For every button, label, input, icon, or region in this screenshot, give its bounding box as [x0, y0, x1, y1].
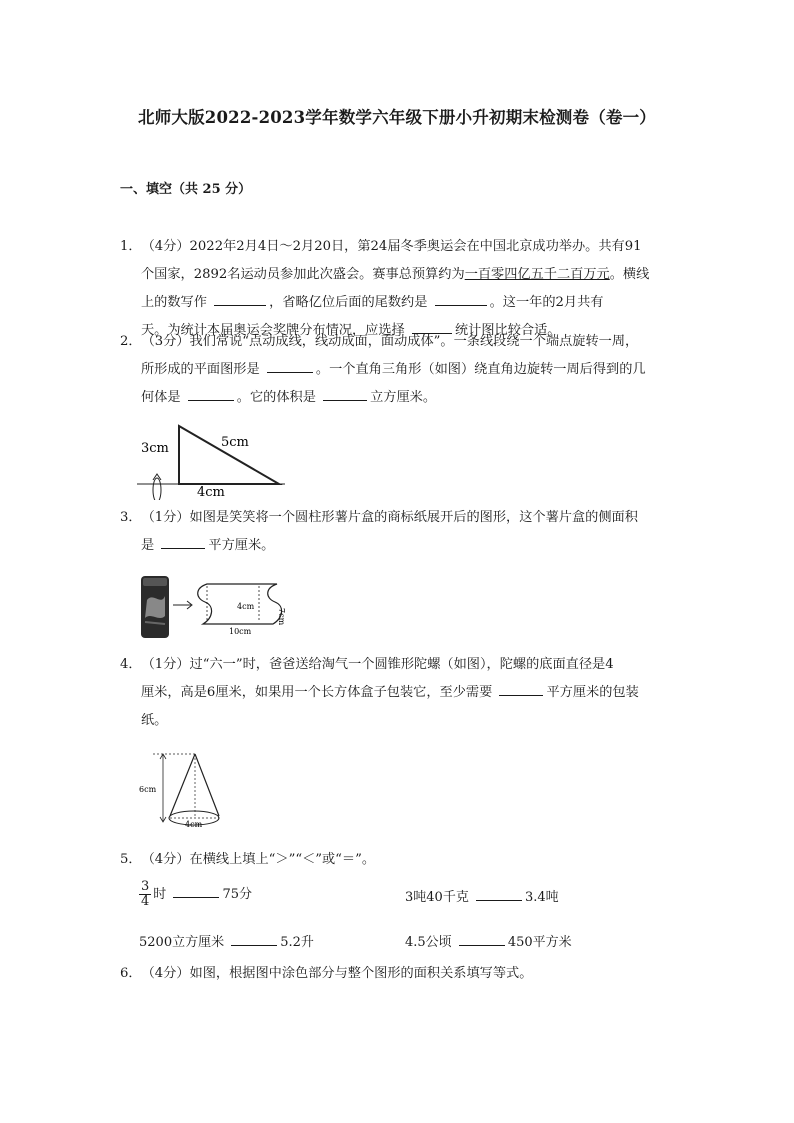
answer-blank[interactable]	[435, 291, 487, 306]
compare-item-c: 5200立方厘米 5.2升	[139, 931, 314, 950]
height-label: 4cm	[237, 602, 255, 611]
answer-blank[interactable]	[214, 291, 266, 306]
question-text: 是	[141, 538, 155, 553]
question-4	[120, 651, 676, 735]
question-score: （1分）	[141, 510, 190, 525]
underlined-text: 一百零四亿五千二百万元	[464, 267, 610, 282]
question-score: （3分）	[141, 334, 190, 349]
answer-blank[interactable]	[323, 386, 367, 401]
answer-blank[interactable]	[161, 534, 205, 549]
answer-blank[interactable]	[231, 931, 277, 946]
question-text: ，省略亿位后面的尾数约是	[269, 295, 428, 310]
answer-blank[interactable]	[188, 386, 234, 401]
cone-side	[195, 754, 219, 816]
answer-blank[interactable]	[499, 681, 543, 696]
question-text: 如图，根据图中涂色部分与整个图形的面积关系填写等式。	[189, 966, 533, 981]
question-text: 平方厘米。	[208, 538, 275, 553]
question-text: 。横线	[609, 267, 650, 282]
question-text: 过“六一”时，爸爸送给淘气一个圆锥形陀螺（如图），陀螺的底面直径是4	[189, 657, 614, 672]
question-text: 上的数写作	[141, 295, 207, 310]
fraction: $\frac{3}{4}$	[141, 879, 150, 909]
diameter-label: 4cm	[185, 820, 203, 829]
question-text: 。一个直角三角形（如图）绕直角边旋转一周后得到的几	[315, 362, 646, 377]
chip-can-figure	[137, 572, 287, 642]
question-text: 。它的体积是	[236, 390, 316, 405]
answer-blank[interactable]	[476, 886, 522, 901]
answer-blank[interactable]	[173, 883, 219, 898]
question-text: 何体是	[141, 390, 181, 405]
question-5	[120, 846, 676, 874]
question-number: 3．	[120, 510, 142, 525]
question-3	[120, 504, 676, 560]
question-text: 在横线上填上“＞”“＜”或“＝”。	[189, 852, 376, 867]
section-heading: 一、填空（共 25 分）	[120, 182, 252, 197]
question-number: 6．	[120, 966, 142, 981]
hypotenuse-label: 5cm	[221, 435, 249, 450]
answer-blank[interactable]	[267, 358, 313, 373]
compare-item-d: 4.5公顷 450平方米	[405, 931, 572, 950]
page-title: 北师大版2022-2023学年数学六年级下册小升初期末检测卷（卷一）	[138, 108, 656, 127]
width-label: 10cm	[229, 627, 252, 636]
cone-figure	[137, 748, 227, 836]
compare-item-a: $\frac{3}{4}$ 时 75分	[141, 879, 252, 909]
side-label: 7cm	[277, 608, 286, 626]
question-number: 5．	[120, 852, 142, 867]
question-number: 2．	[120, 334, 142, 349]
question-text: 2022年2月4日～2月20日，第24届冬季奥运会在中国北京成功举办。共有91	[189, 239, 642, 254]
question-text: 统计图比较合适。	[454, 323, 561, 338]
question-2	[120, 328, 676, 412]
compare-item-b: 3吨40千克 3.4吨	[405, 886, 559, 905]
question-score: （1分）	[141, 657, 190, 672]
question-text: 所形成的平面图形是	[141, 362, 260, 377]
question-score: （4分）	[141, 239, 190, 254]
question-text: 天。为统计本届奥运会奖牌分布情况，应选择	[141, 323, 405, 338]
question-score: （4分）	[141, 966, 190, 981]
rotation-icon	[153, 478, 161, 500]
question-text: 如图是笑笑将一个圆柱形薯片盒的商标纸展开后的图形，这个薯片盒的侧面积	[189, 510, 638, 525]
answer-blank[interactable]	[459, 931, 505, 946]
height-label: 3cm	[141, 441, 169, 456]
question-text: 厘米，高是6厘米，如果用一个长方体盒子包装它，至少需要	[141, 685, 493, 700]
base-label: 4cm	[197, 485, 225, 500]
question-score: （4分）	[141, 852, 190, 867]
question-text: 个国家，2892名运动员参加此次盛会。赛事总预算约为	[141, 267, 465, 282]
question-6	[120, 960, 676, 988]
question-text: 纸。	[141, 713, 168, 728]
question-text: 立方厘米。	[370, 390, 437, 405]
cone-side	[170, 754, 195, 816]
question-text: 。这一年的2月共有	[489, 295, 604, 310]
question-number: 1．	[120, 239, 142, 254]
height-label: 6cm	[139, 785, 157, 794]
question-text: 平方厘米的包装	[546, 685, 639, 700]
question-text: 我们常说“点动成线，线动成面，面动成体”。一条线段绕一个端点旋转一周，	[189, 334, 639, 349]
right-triangle-figure	[137, 420, 287, 500]
question-number: 4．	[120, 657, 142, 672]
